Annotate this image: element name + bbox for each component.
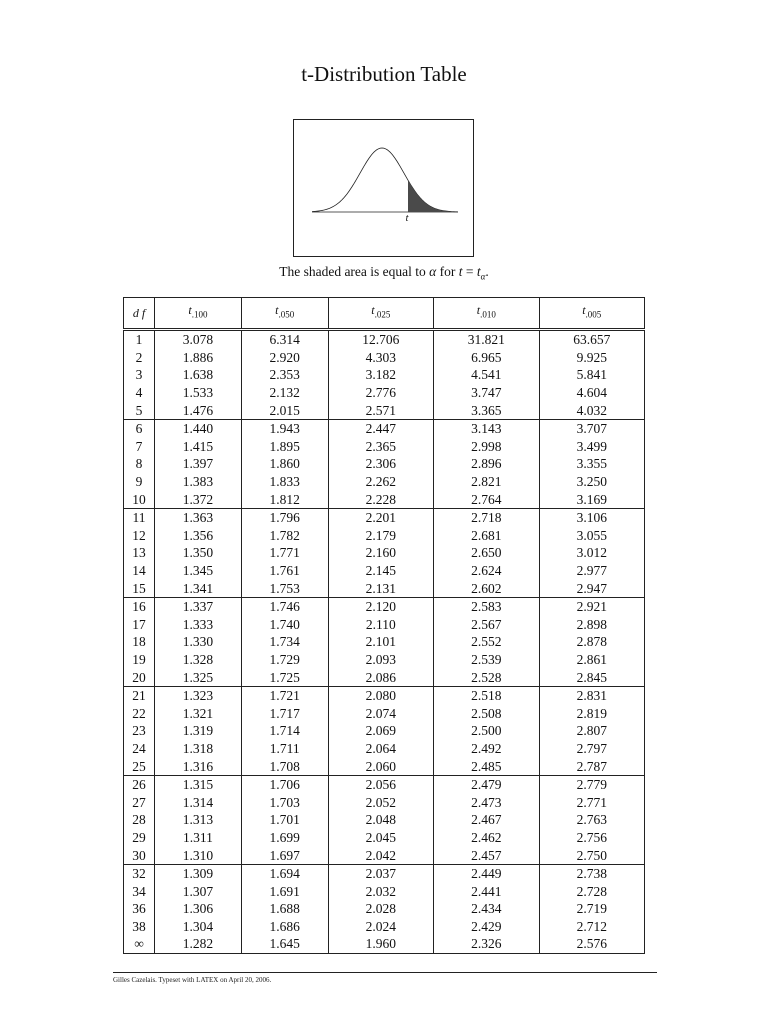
value-cell: 2.101 [328,633,433,651]
value-cell: 2.845 [539,668,645,686]
value-cell: 3.055 [539,527,645,545]
value-cell: 2.457 [434,846,539,864]
value-cell: 4.604 [539,384,645,402]
value-cell: 1.363 [155,508,242,526]
caption-text: The shaded area is equal to [279,264,426,279]
table-row [124,349,645,367]
value-cell: 3.078 [155,330,242,349]
caption-t: t [458,264,463,279]
df-cell: 10 [124,490,155,508]
value-cell: 2.602 [434,579,539,597]
df-cell: 12 [124,527,155,545]
value-cell: 2.763 [539,811,645,829]
value-cell: 2.528 [434,668,539,686]
table-row [124,473,645,491]
value-cell: 2.365 [328,438,433,456]
value-cell: 2.074 [328,704,433,722]
table-row [124,686,645,704]
table-row [124,918,645,936]
table-row [124,419,645,437]
value-cell: 1.476 [155,401,242,419]
df-cell: 28 [124,811,155,829]
value-cell: 1.960 [328,935,433,953]
value-cell: 1.895 [241,438,328,456]
df-cell: 38 [124,918,155,936]
value-cell: 1.440 [155,419,242,437]
value-cell: 2.681 [434,527,539,545]
value-cell: 1.691 [241,882,328,900]
value-cell: 1.734 [241,633,328,651]
value-cell: 2.821 [434,473,539,491]
value-cell: 2.977 [539,562,645,580]
value-cell: 2.201 [328,508,433,526]
value-cell: 2.473 [434,793,539,811]
df-cell: 4 [124,384,155,402]
value-cell: 1.282 [155,935,242,953]
value-cell: 1.415 [155,438,242,456]
table-row [124,651,645,669]
value-cell: 1.706 [241,775,328,793]
value-cell: 2.086 [328,668,433,686]
value-cell: 2.447 [328,419,433,437]
value-cell: 2.776 [328,384,433,402]
value-cell: 2.131 [328,579,433,597]
footer-rule [113,972,657,973]
value-cell: 2.898 [539,616,645,634]
df-cell: 29 [124,829,155,847]
value-cell: 2.861 [539,651,645,669]
value-cell: 1.356 [155,527,242,545]
value-cell: 1.708 [241,757,328,775]
value-cell: 3.707 [539,419,645,437]
value-cell: 2.015 [241,401,328,419]
df-cell: 5 [124,401,155,419]
value-cell: 1.638 [155,366,242,384]
value-cell: 1.753 [241,579,328,597]
value-cell: 1.694 [241,864,328,882]
value-cell: 2.728 [539,882,645,900]
df-cell: 9 [124,473,155,491]
df-cell: 2 [124,349,155,367]
df-cell: 1 [124,330,155,349]
value-cell: 2.878 [539,633,645,651]
value-cell: 1.304 [155,918,242,936]
column-header: $t_{.050}$ [241,298,328,330]
value-cell: 2.048 [328,811,433,829]
value-cell: 4.541 [434,366,539,384]
df-cell: 19 [124,651,155,669]
value-cell: 3.143 [434,419,539,437]
value-cell: 1.383 [155,473,242,491]
df-cell: 26 [124,775,155,793]
value-cell: 1.533 [155,384,242,402]
df-cell: 3 [124,366,155,384]
value-cell: 1.701 [241,811,328,829]
value-cell: 1.645 [241,935,328,953]
value-cell: 2.896 [434,455,539,473]
table-row [124,811,645,829]
caption-t-alpha: $t_\alpha$ [476,264,486,282]
value-cell: 1.350 [155,544,242,562]
table-row [124,633,645,651]
value-cell: 1.311 [155,829,242,847]
table-row [124,829,645,847]
value-cell: 1.372 [155,490,242,508]
df-cell: 27 [124,793,155,811]
value-cell: 3.106 [539,508,645,526]
value-cell: 4.032 [539,401,645,419]
column-header: $t_{.010}$ [434,298,539,330]
value-cell: 2.080 [328,686,433,704]
value-cell: 1.782 [241,527,328,545]
table-row [124,740,645,758]
value-cell: 2.738 [539,864,645,882]
value-cell: 2.045 [328,829,433,847]
value-cell: 2.508 [434,704,539,722]
value-cell: 2.060 [328,757,433,775]
caption-equals: = [465,264,474,279]
value-cell: 2.787 [539,757,645,775]
value-cell: 2.037 [328,864,433,882]
value-cell: 2.326 [434,935,539,953]
value-cell: 1.314 [155,793,242,811]
table-row [124,438,645,456]
value-cell: 2.160 [328,544,433,562]
table-row [124,508,645,526]
table-row [124,455,645,473]
value-cell: 1.740 [241,616,328,634]
table-row [124,616,645,634]
value-cell: 1.729 [241,651,328,669]
value-cell: 1.341 [155,579,242,597]
value-cell: 2.479 [434,775,539,793]
value-cell: 6.314 [241,330,328,349]
value-cell: 2.539 [434,651,539,669]
df-cell: 36 [124,900,155,918]
value-cell: 2.132 [241,384,328,402]
value-cell: 2.583 [434,597,539,615]
value-cell: 1.397 [155,455,242,473]
df-cell: 8 [124,455,155,473]
value-cell: 1.318 [155,740,242,758]
value-cell: 2.920 [241,349,328,367]
table-row [124,793,645,811]
value-cell: 2.056 [328,775,433,793]
df-cell: ∞ [124,935,155,953]
value-cell: 2.467 [434,811,539,829]
df-cell: 22 [124,704,155,722]
table-row [124,935,645,953]
value-cell: 2.179 [328,527,433,545]
column-header: $t_{.005}$ [539,298,645,330]
value-cell: 1.703 [241,793,328,811]
table-row [124,562,645,580]
value-cell: 2.831 [539,686,645,704]
value-cell: 2.624 [434,562,539,580]
value-cell: 1.714 [241,722,328,740]
df-cell: 15 [124,579,155,597]
value-cell: 1.328 [155,651,242,669]
value-cell: 2.500 [434,722,539,740]
value-cell: 1.697 [241,846,328,864]
value-cell: 2.750 [539,846,645,864]
value-cell: 1.686 [241,918,328,936]
table-row [124,490,645,508]
table-row [124,330,645,349]
distribution-figure [293,119,474,257]
value-cell: 1.310 [155,846,242,864]
value-cell: 1.699 [241,829,328,847]
table-row [124,384,645,402]
value-cell: 2.434 [434,900,539,918]
table-row [124,401,645,419]
value-cell: 1.313 [155,811,242,829]
value-cell: 1.812 [241,490,328,508]
caption-alpha: α [429,264,437,279]
value-cell: 2.719 [539,900,645,918]
df-header: d f [124,298,155,330]
table-row [124,527,645,545]
t-distribution-table [123,297,645,954]
table-row [124,846,645,864]
value-cell: 2.120 [328,597,433,615]
value-cell: 1.725 [241,668,328,686]
value-cell: 2.052 [328,793,433,811]
table-row [124,864,645,882]
value-cell: 2.228 [328,490,433,508]
value-cell: 2.262 [328,473,433,491]
footer-note: Gilles Cazelais. Typeset with LATEX on April 20, 2006. [113,976,272,984]
value-cell: 3.182 [328,366,433,384]
value-cell: 2.032 [328,882,433,900]
value-cell: 2.093 [328,651,433,669]
value-cell: 31.821 [434,330,539,349]
value-cell: 9.925 [539,349,645,367]
value-cell: 2.756 [539,829,645,847]
value-cell: 2.797 [539,740,645,758]
value-cell: 1.345 [155,562,242,580]
value-cell: 2.028 [328,900,433,918]
value-cell: 3.012 [539,544,645,562]
value-cell: 2.110 [328,616,433,634]
df-cell: 13 [124,544,155,562]
figure-caption [0,264,768,282]
column-header: $t_{.100}$ [155,298,242,330]
value-cell: 2.712 [539,918,645,936]
df-cell: 16 [124,597,155,615]
value-cell: 3.355 [539,455,645,473]
value-cell: 2.779 [539,775,645,793]
df-cell: 11 [124,508,155,526]
table-row [124,722,645,740]
t-critical-label: t [405,213,409,224]
caption-period: . [485,264,489,279]
value-cell: 2.947 [539,579,645,597]
table-row [124,775,645,793]
value-cell: 5.841 [539,366,645,384]
value-cell: 2.718 [434,508,539,526]
value-cell: 1.325 [155,668,242,686]
value-cell: 2.567 [434,616,539,634]
value-cell: 2.492 [434,740,539,758]
value-cell: 1.721 [241,686,328,704]
value-cell: 2.819 [539,704,645,722]
value-cell: 1.771 [241,544,328,562]
value-cell: 1.746 [241,597,328,615]
table-body [124,330,645,954]
value-cell: 2.650 [434,544,539,562]
value-cell: 2.069 [328,722,433,740]
value-cell: 2.064 [328,740,433,758]
df-cell: 17 [124,616,155,634]
table-row [124,597,645,615]
value-cell: 1.309 [155,864,242,882]
value-cell: 1.306 [155,900,242,918]
page-title: t-Distribution Table [301,62,467,86]
value-cell: 1.943 [241,419,328,437]
value-cell: 2.807 [539,722,645,740]
value-cell: 1.688 [241,900,328,918]
value-cell: 3.747 [434,384,539,402]
value-cell: 2.306 [328,455,433,473]
value-cell: 63.657 [539,330,645,349]
value-cell: 4.303 [328,349,433,367]
value-cell: 2.429 [434,918,539,936]
caption-for: for [439,264,456,279]
density-curve [312,148,458,212]
value-cell: 1.316 [155,757,242,775]
df-cell: 18 [124,633,155,651]
value-cell: 2.462 [434,829,539,847]
df-cell: 34 [124,882,155,900]
value-cell: 1.796 [241,508,328,526]
table-row [124,704,645,722]
df-cell: 20 [124,668,155,686]
df-cell: 32 [124,864,155,882]
df-cell: 7 [124,438,155,456]
df-cell: 23 [124,722,155,740]
value-cell: 1.337 [155,597,242,615]
value-cell: 1.761 [241,562,328,580]
value-cell: 1.330 [155,633,242,651]
value-cell: 1.307 [155,882,242,900]
value-cell: 2.571 [328,401,433,419]
df-cell: 24 [124,740,155,758]
value-cell: 1.319 [155,722,242,740]
value-cell: 2.145 [328,562,433,580]
value-cell: 3.250 [539,473,645,491]
value-cell: 2.576 [539,935,645,953]
value-cell: 3.499 [539,438,645,456]
table-row [124,544,645,562]
value-cell: 2.771 [539,793,645,811]
value-cell: 2.449 [434,864,539,882]
table-header-row [124,298,645,330]
value-cell: 1.833 [241,473,328,491]
value-cell: 2.353 [241,366,328,384]
value-cell: 1.886 [155,349,242,367]
df-cell: 14 [124,562,155,580]
value-cell: 2.042 [328,846,433,864]
table-row [124,900,645,918]
value-cell: 1.315 [155,775,242,793]
df-cell: 25 [124,757,155,775]
value-cell: 2.998 [434,438,539,456]
value-cell: 2.485 [434,757,539,775]
df-cell: 30 [124,846,155,864]
value-cell: 1.323 [155,686,242,704]
value-cell: 3.169 [539,490,645,508]
value-cell: 3.365 [434,401,539,419]
table-row [124,366,645,384]
table-row [124,579,645,597]
table-row [124,882,645,900]
value-cell: 2.024 [328,918,433,936]
df-cell: 21 [124,686,155,704]
value-cell: 2.921 [539,597,645,615]
t-curve-diagram [294,120,473,256]
df-cell: 6 [124,419,155,437]
value-cell: 12.706 [328,330,433,349]
value-cell: 2.518 [434,686,539,704]
table-row [124,668,645,686]
value-cell: 2.552 [434,633,539,651]
value-cell: 1.321 [155,704,242,722]
value-cell: 2.764 [434,490,539,508]
table-row [124,757,645,775]
value-cell: 1.860 [241,455,328,473]
value-cell: 2.441 [434,882,539,900]
value-cell: 1.717 [241,704,328,722]
value-cell: 1.333 [155,616,242,634]
column-header: $t_{.025}$ [328,298,433,330]
value-cell: 6.965 [434,349,539,367]
value-cell: 1.711 [241,740,328,758]
